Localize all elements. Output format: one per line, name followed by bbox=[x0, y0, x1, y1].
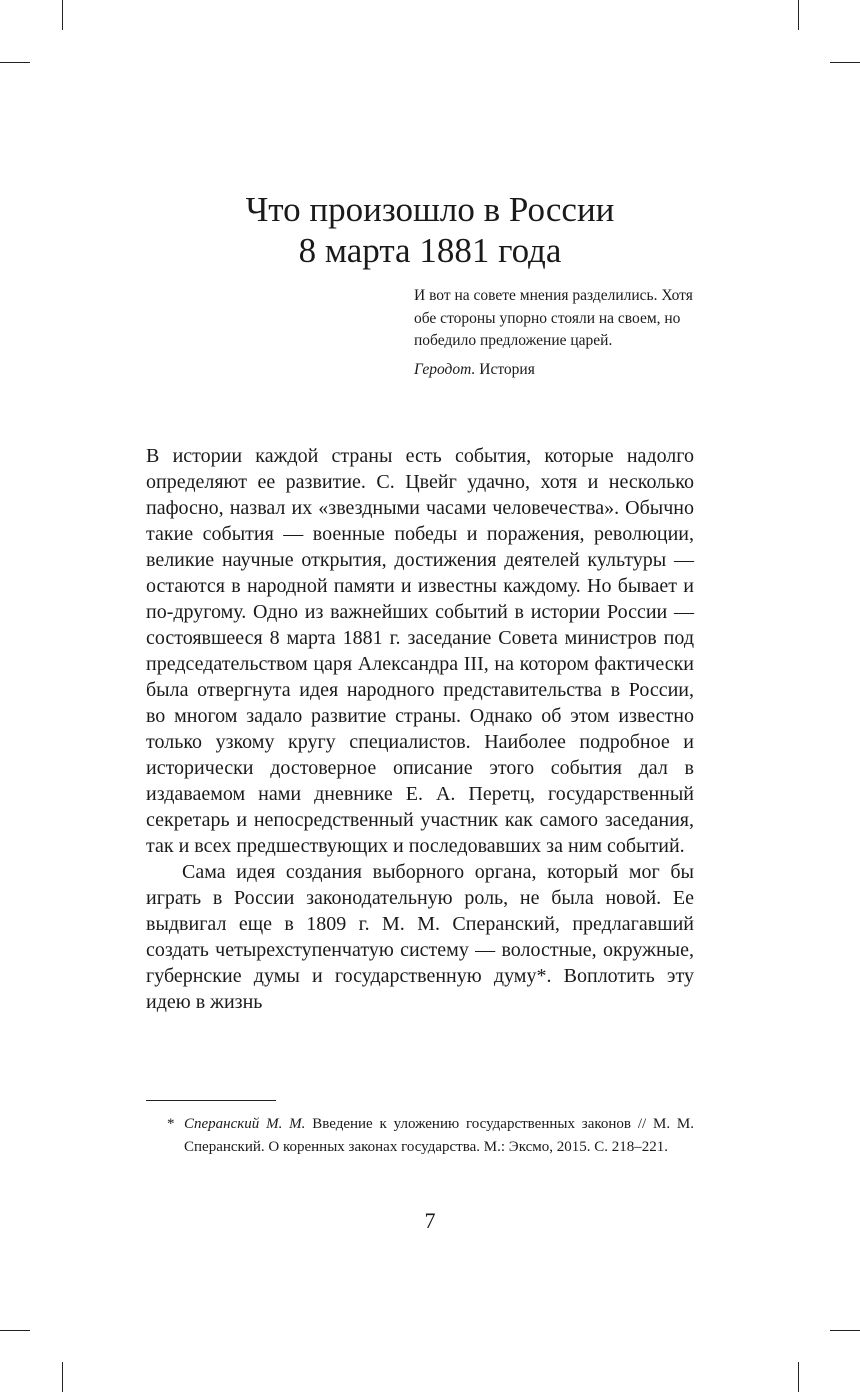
crop-mark bbox=[798, 0, 799, 30]
epigraph bbox=[414, 285, 714, 381]
footnote-text: Введение к уложению государственных законов // М. М. Сперанский. О коренных законах государства. М.: Эксмо, 2015. С. 218–221. bbox=[184, 1116, 694, 1155]
footnote bbox=[167, 1113, 694, 1159]
footnote-mark: * bbox=[167, 1116, 175, 1132]
crop-mark bbox=[0, 62, 30, 63]
epigraph-work: История bbox=[479, 360, 535, 378]
footnote-rule bbox=[146, 1100, 276, 1101]
paragraph: Сама идея создания выборного органа, который мог бы играть в России законодательную роль, не была новой. Ее выдвигал еще в 1809 г. М. М. Сперанский, предлагавший создать четырехступенчатую систему — волостные, окружные, губернские думы и государственную думу*. Воплотить эту идею в жизнь bbox=[146, 861, 694, 1013]
footnote-body bbox=[170, 1113, 694, 1159]
crop-mark bbox=[62, 0, 63, 30]
crop-mark bbox=[798, 1362, 799, 1392]
page-number: 7 bbox=[424, 1208, 436, 1233]
epigraph-text: И вот на совете мнения разделились. Хотя обе стороны упорно стояли на своем, но победило предложение царей. bbox=[414, 287, 693, 349]
footnote-author: Сперанский М. М. bbox=[184, 1116, 306, 1132]
crop-mark bbox=[0, 1330, 30, 1331]
epigraph-source bbox=[414, 359, 714, 382]
chapter-title bbox=[0, 189, 860, 271]
chapter-title-line-1: Что произошло в России bbox=[245, 190, 615, 230]
crop-mark bbox=[62, 1362, 63, 1392]
chapter-title-line-2: 8 марта 1881 года bbox=[298, 231, 562, 271]
paragraph: В истории каждой страны есть события, которые надолго определяют ее развитие. С. Цвейг удачно, хотя и несколько пафосно, назвал их «звездными часами человечества». Обычно такие события — военные победы и поражения, революции, великие научные открытия, достижения деятелей культуры — остаются в народной памяти и известны каждому. Но бывает и по-другому. Одно из важнейших событий в истории России — состоявшееся 8 марта 1881 г. заседание Совета министров под председательством царя Александра III, на котором фактически была отвергнута идея народного представительства в России, во многом задало развитие страны. Однако об этом известно только узкому кругу специалистов. Наиболее подробное и исторически достоверное описание этого события дал в издаваемом нами дневнике Е. А. Перетц, государственный секретарь и непосредственный участник как самого заседания, так и всех предшествующих и последовавших за ним событий. bbox=[146, 445, 694, 857]
epigraph-author: Геродот. bbox=[414, 360, 476, 378]
body-text bbox=[146, 443, 694, 1015]
crop-mark bbox=[830, 1330, 860, 1331]
crop-mark bbox=[830, 62, 860, 63]
